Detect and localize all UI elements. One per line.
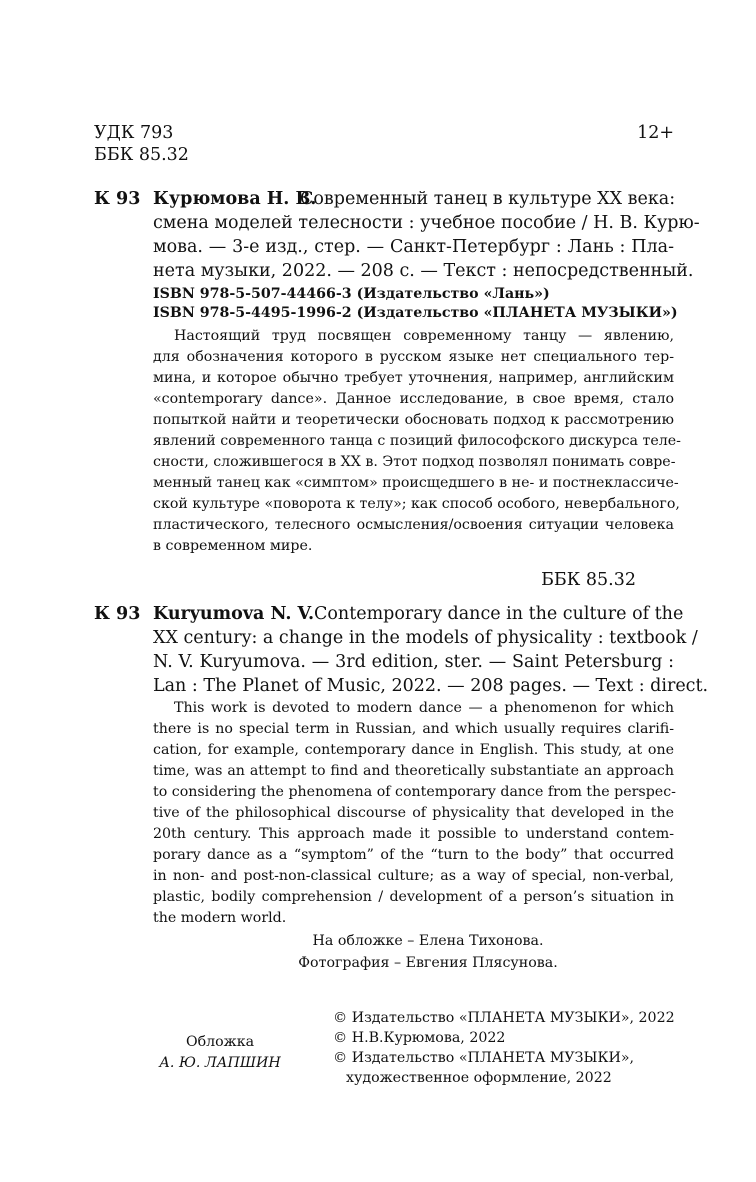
cover-design-name: А. Ю. ЛАПШИН <box>159 1055 281 1071</box>
copyright-line: © Издательство «ПЛАНЕТА МУЗЫКИ», <box>333 1050 635 1066</box>
en-abstract-line: plastic, bodily comprehension / development of a person’s situation in <box>153 889 674 905</box>
bbk-code-mid: ББК 85.32 <box>541 570 636 590</box>
en-abstract-line: the modern world. <box>153 910 287 926</box>
ru-title-line: нета музыки, 2022. — 208 с. — Текст : непосредственный. <box>153 261 694 281</box>
en-abstract-line: there is no special term in Russian, and which usually requires clarifi- <box>153 721 674 737</box>
photo-credit: Фотография – Евгения Плясунова. <box>298 955 558 971</box>
en-abstract-line: tive of the philosophical discourse of physicality that developed in the <box>153 805 674 821</box>
en-abstract-line: time, was an attempt to find and theoretically substantiate an approach <box>153 763 674 779</box>
ru-catalog-code: К 93 <box>94 189 141 209</box>
en-catalog-code: К 93 <box>94 604 141 624</box>
ru-author: Курюмова Н. В. <box>153 189 317 209</box>
ru-abstract-line: ской культуре «поворота к телу»; как способ особого, невербального, <box>153 496 680 512</box>
ru-abstract-line: пластического, телесного осмысления/освоения ситуации человека <box>153 517 674 533</box>
ru-abstract-line: «contemporary dance». Данное исследование, в свое время, стало <box>153 391 674 407</box>
copyright-line: © Издательство «ПЛАНЕТА МУЗЫКИ», 2022 <box>333 1010 675 1026</box>
ru-title-line: смена моделей телесности : учебное пособие / Н. В. Курю- <box>153 213 700 233</box>
cover-design-label: Обложка <box>185 1034 255 1050</box>
en-abstract-line: This work is devoted to modern dance — a phenomenon for which <box>174 700 674 716</box>
age-rating: 12+ <box>637 123 674 143</box>
ru-title-line: Современный танец в культуре XX века: <box>300 189 676 209</box>
en-title-line: N. V. Kuryumova. — 3rd edition, ster. — Saint Petersburg : <box>153 652 674 672</box>
ru-abstract-line: попыткой найти и теоретически обосновать подход к рассмотрению <box>153 412 674 428</box>
en-abstract-line: in non- and post-non-classical culture; as a way of special, non-verbal, <box>153 868 674 884</box>
en-abstract-line: to considering the phenomena of contemporary dance from the perspec- <box>153 784 676 800</box>
en-title-line: Lan : The Planet of Music, 2022. — 208 pages. — Text : direct. <box>153 676 709 696</box>
copyright-line: © Н.В.Курюмова, 2022 <box>333 1030 506 1046</box>
en-abstract-line: cation, for example, contemporary dance in English. This study, at one <box>153 742 674 758</box>
udk-code: УДК 793 <box>94 123 174 143</box>
en-abstract-line: 20th century. This approach made it possible to understand contem- <box>153 826 674 842</box>
ru-title-line: мова. — 3-е изд., стер. — Санкт-Петербург : Лань : Пла- <box>153 237 674 257</box>
copyright-line: художественное оформление, 2022 <box>346 1070 612 1086</box>
ru-abstract-line: для обозначения которого в русском языке нет специального тер- <box>153 349 674 365</box>
ru-abstract-line: сности, сложившегося в XX в. Этот подход позволял понимать совре- <box>153 454 676 470</box>
en-title-line: XX century: a change in the models of physicality : textbook / <box>153 628 698 648</box>
ru-abstract-line: в современном мире. <box>153 538 313 554</box>
en-abstract-line: porary dance as a “symptom” of the “turn to the body” that occurred <box>153 847 674 863</box>
bbk-code: ББК 85.32 <box>94 145 189 165</box>
ru-abstract-line: Настоящий труд посвящен современному танцу — явлению, <box>174 328 674 344</box>
isbn-lan: ISBN 978-5-507-44466-3 (Издательство «Лань») <box>153 286 550 302</box>
en-author: Kuryumova N. V. <box>153 604 315 624</box>
isbn-planet: ISBN 978-5-4495-1996-2 (Издательство «ПЛАНЕТА МУЗЫКИ») <box>153 305 678 321</box>
cover-credit: На обложке – Елена Тихонова. <box>312 933 544 949</box>
ru-abstract-line: менный танец как «симптом» происщедшего в не- и постнеклассиче- <box>153 475 679 491</box>
ru-abstract-line: мина, и которое обычно требует уточнения, например, английским <box>153 370 674 386</box>
ru-abstract-line: явлений современного танца с позиций философского дискурса теле- <box>153 433 681 449</box>
en-title-line: Contemporary dance in the culture of the <box>314 604 684 624</box>
